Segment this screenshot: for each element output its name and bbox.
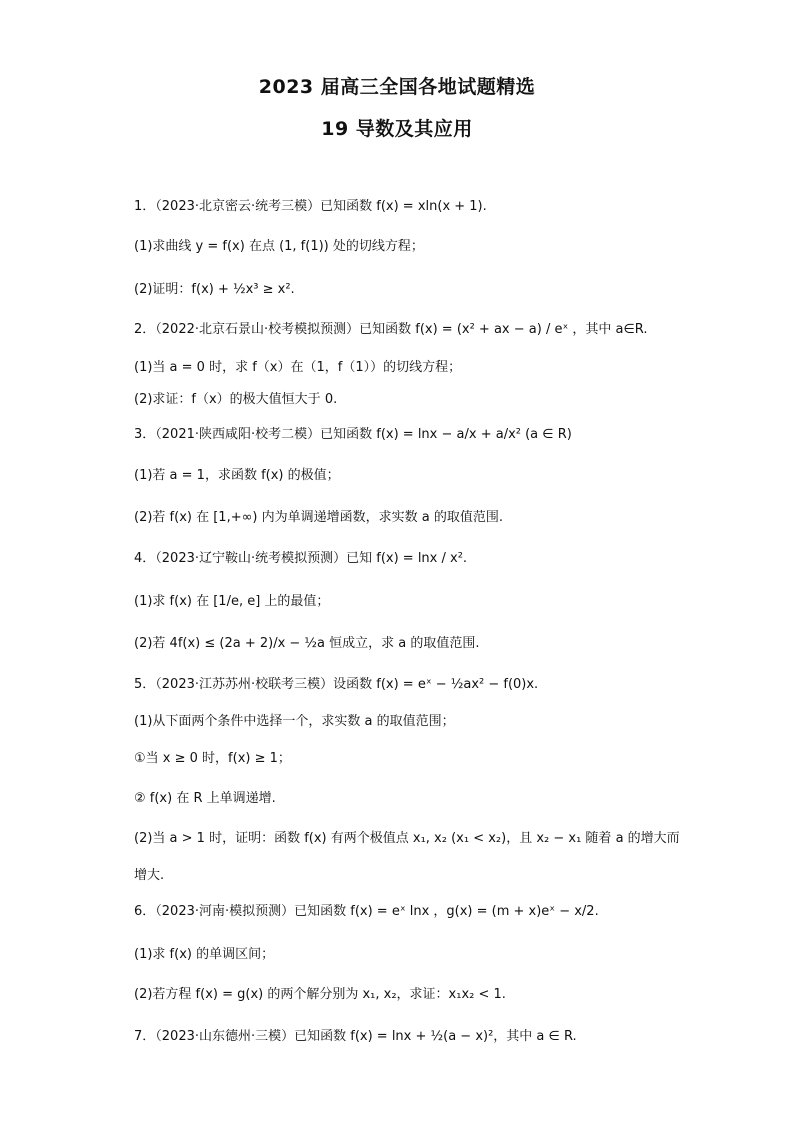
page-subtitle: 19 导数及其应用 xyxy=(321,118,473,140)
problem-5-part-1: (1)从下面两个条件中选择一个，求实数 a 的取值范围； xyxy=(134,714,455,729)
problem-3-part-2: (2)若 f(x) 在 [1,+∞) 内为单调递增函数，求实数 a 的取值范围. xyxy=(134,510,503,525)
problem-4-part-1: (1)求 f(x) 在 [1/e, e] 上的最值； xyxy=(134,594,330,609)
problem-2-part-2: (2)求证：f（x）的极大值恒大于 0. xyxy=(134,392,338,407)
problem-5-condition-2: ② f(x) 在 R 上单调递增. xyxy=(134,791,276,806)
problem-7-stem: 7．（2023·山东德州·三模）已知函数 f(x) = lnx + ½(a − x)²，其中 a ∈ R. xyxy=(134,1029,577,1044)
page-title: 2023 届高三全国各地试题精选 xyxy=(258,76,536,98)
problem-1-part-1: (1)求曲线 y = f(x) 在点 (1, f(1)) 处的切线方程； xyxy=(134,239,424,254)
problem-1-part-2: (2)证明：f(x) + ½x³ ≥ x². xyxy=(134,282,295,297)
problem-4-part-2: (2)若 4f(x) ≤ (2a + 2)/x − ½a 恒成立，求 a 的取值范围. xyxy=(134,636,480,651)
problem-6-stem: 6．（2023·河南·模拟预测）已知函数 f(x) = eˣ lnx ，g(x) = (m + x)eˣ − x/2. xyxy=(134,904,599,919)
problem-5-stem: 5．（2023·江苏苏州·校联考三模）设函数 f(x) = eˣ − ½ax² − f(0)x. xyxy=(134,677,539,692)
problem-3-stem: 3．（2021·陕西咸阳·校考二模）已知函数 f(x) = lnx − a/x + a/x² (a ∈ R) xyxy=(134,427,572,442)
problem-6-part-1: (1)求 f(x) 的单调区间； xyxy=(134,947,275,962)
problem-2-part-1: (1)当 a = 0 时，求 f（x）在（1，f（1））的切线方程； xyxy=(134,360,462,375)
problem-6-part-2: (2)若方程 f(x) = g(x) 的两个解分别为 x₁, x₂，求证：x₁x₂ < 1. xyxy=(134,987,506,1002)
problem-5-part-2: (2)当 a > 1 时，证明：函数 f(x) 有两个极值点 x₁, x₂ (x₁ < x₂)，且 x₂ − x₁ 随着 a 的增大而 xyxy=(134,831,680,846)
problem-2-stem: 2．（2022·北京石景山·校考模拟预测）已知函数 f(x) = (x² + ax − a) / eˣ ，其中 a∈R. xyxy=(134,322,648,337)
problem-1-stem: 1．（2023·北京密云·统考三模）已知函数 f(x) = xln(x + 1). xyxy=(134,199,487,214)
problem-3-part-1: (1)若 a = 1，求函数 f(x) 的极值； xyxy=(134,468,340,483)
problem-5-part-2-cont: 增大. xyxy=(134,868,165,883)
problem-5-condition-1: ①当 x ≥ 0 时，f(x) ≥ 1； xyxy=(134,751,291,766)
problem-4-stem: 4．（2023·辽宁鞍山·统考模拟预测）已知 f(x) = lnx / x². xyxy=(134,551,468,566)
